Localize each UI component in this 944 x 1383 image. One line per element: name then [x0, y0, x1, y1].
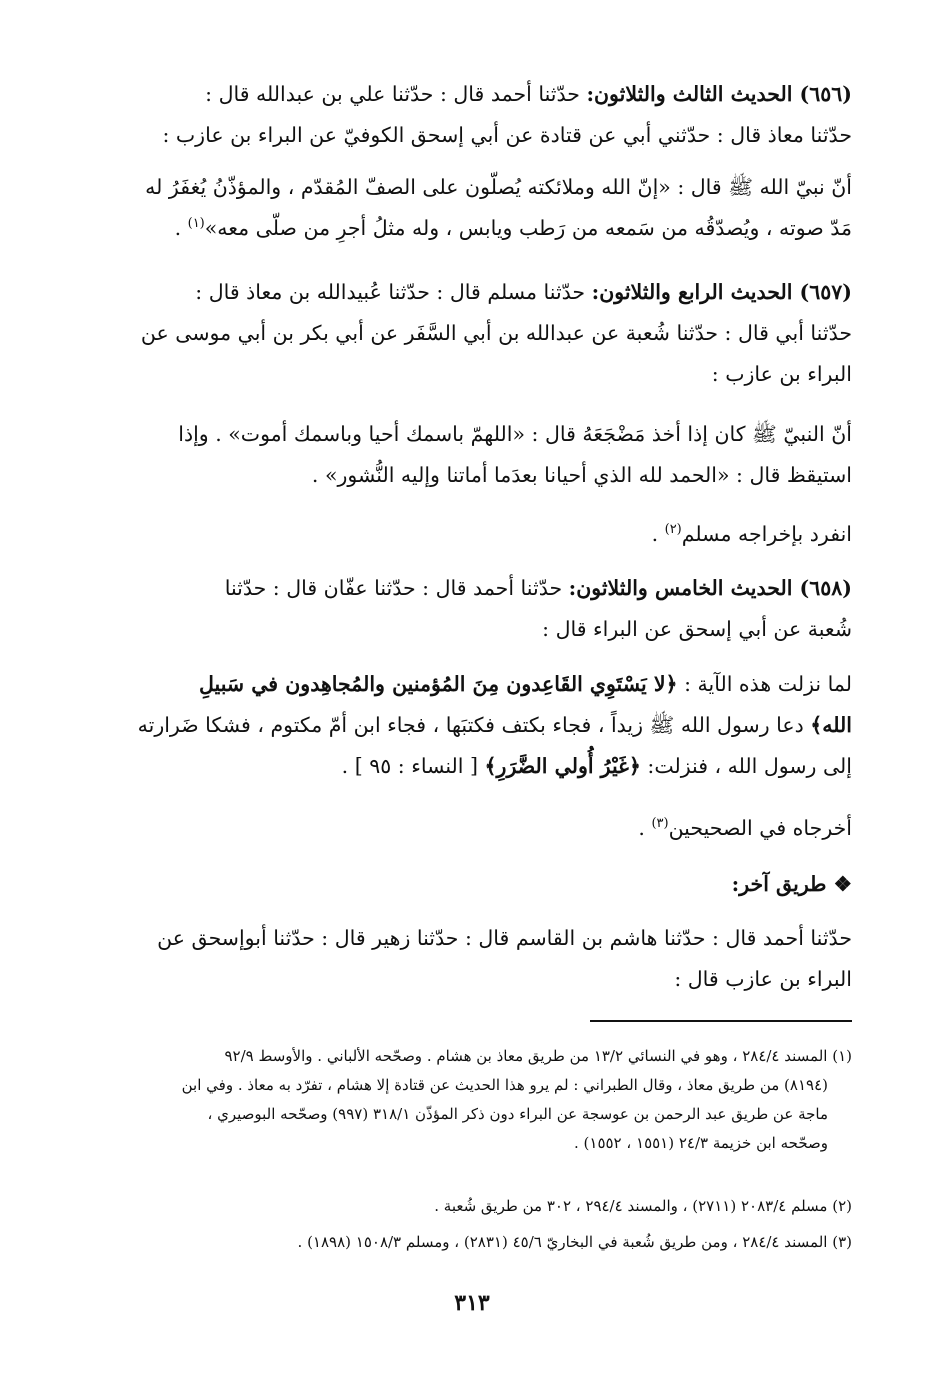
quran-verse-2: ﴿غَيْرُ أُولي الضَّرَرِ﴾ — [484, 754, 641, 778]
hadith-656-matn-line-2: مَدّ صوته ، ويُصدّقُه من سَمعه من رَطب ويابس ، وله مثلُ أجرِ من صلّى معه» — [204, 216, 852, 240]
footnote-1-line: ماجة عن طريق عبد الرحمن بن عوسجة عن البراء دون ذكر المؤذّن ٣١٨/١ (٩٩٧) وصحّحه البوصيري ، — [207, 1105, 828, 1123]
hadith-657-isnad-line-3: البراء بن عازب : — [711, 362, 852, 386]
another-route-isnad — [90, 918, 852, 1000]
footnote-2-line: (٢) مسلم ٢٠٨٣/٤ (٢٧١١) ، والمسند ٢٩٤/٤ ، ٣٠٢ من طريق شُعبة . — [434, 1197, 852, 1215]
hadith-656-matn — [90, 167, 852, 249]
hadith-658-isnad-line-2: شُعبة عن أبي إسحق عن البراء قال : — [542, 617, 852, 641]
hadith-658-isnad-line-1: حدّثنا أحمد قال : حدّثنا عفّان قال : حدّثنا — [224, 576, 569, 600]
hadith-656-matn-line-1: أنّ نبيّ الله ﷺ قال : «إنّ الله وملائكته يُصلّون على الصفّ المُقدّم ، والمؤذّنُ يُغفَرُ له — [145, 175, 852, 199]
hadith-657-matn — [90, 414, 852, 496]
quran-verse-1-end: الله﴾ — [810, 713, 852, 737]
hadith-656-matn-end: . — [174, 216, 188, 240]
hadith-658-isnad — [90, 568, 852, 650]
footnote-1-line: (٨١٩٤) من طريق معاذ ، وقال الطبراني : لم يرو هذا الحديث عن قتادة إلا هشام ، تفرّد به معاذ . وفي ابن — [181, 1076, 828, 1094]
hadith-658-note — [90, 808, 852, 849]
hadith-656-heading: (٦٥٦) الحديث الثالث والثلاثون: — [586, 82, 852, 106]
footnote-3 — [90, 1228, 852, 1257]
hadith-656-isnad — [90, 74, 852, 156]
hadith-658-matn-line-1: لما نزلت هذه الآية : — [677, 672, 852, 696]
hadith-658-note-text: أخرجاه في الصحيحين — [668, 816, 852, 840]
footnote-ref-3[interactable]: (٣) — [651, 816, 669, 832]
footnote-ref-2[interactable]: (٢) — [664, 522, 682, 538]
page-number: ٣١٣ — [454, 1290, 490, 1316]
hadith-657-note-text: انفرد بإخراجه مسلم — [681, 522, 852, 546]
another-route-line-1: حدّثنا أحمد قال : حدّثنا هاشم بن القاسم قال : حدّثنا زهير قال : حدّثنا أبوإسحق عن — [157, 926, 852, 950]
footnote-1-line: (١) المسند ٢٨٤/٤ ، وهو في النسائي ١٣/٢ من طريق معاذ بن هشام . وصحّحه الألباني . والأوسط ٩٢/٩ — [224, 1047, 852, 1065]
hadith-658-matn-line-3: إلى رسول الله ، فنزلت: — [640, 754, 852, 778]
hadith-656-isnad-line-2: حدّثنا معاذ قال : حدّثني أبي عن قتادة عن أبي إسحق الكوفيّ عن البراء بن عازب : — [162, 123, 852, 147]
hadith-657-matn-line-1: أنّ النبيّ ﷺ كان إذا أخذ مَضْجَعَهُ قال : «اللهمّ باسمك أحيا وباسمك أموت» . وإذا — [178, 422, 852, 446]
footnote-1 — [90, 1042, 852, 1158]
another-route-line-2: البراء بن عازب قال : — [674, 967, 852, 991]
hadith-657-matn-line-2: استيقظ قال : «الحمد لله الذي أحيانا بعدَما أماتنا وإليه النُّشور» . — [311, 463, 852, 487]
hadith-656-isnad-line-1: حدّثنا أحمد قال : حدّثنا علي بن عبدالله قال : — [205, 82, 587, 106]
footnote-separator — [590, 1020, 852, 1022]
footnote-3-line: (٣) المسند ٢٨٤/٤ ، ومن طريق شُعبة في البخاريّ ٤٥/٦ (٢٨٣١) ، ومسلم ١٥٠٨/٣ (١٨٩٨) . — [297, 1233, 852, 1251]
hadith-657-note — [90, 514, 852, 555]
hadith-658-matn-line-2: دعا رسول الله ﷺ زيداً ، فجاء بكتف فكتبَها ، فجاء ابن أمّ مكتوم ، فشكا ضَرارته — [137, 713, 811, 737]
hadith-658-matn — [90, 664, 852, 787]
hadith-658-note-end: . — [638, 816, 652, 840]
quran-reference: [ النساء : ٩٥ ] . — [341, 754, 485, 778]
footnote-ref-1[interactable]: (١) — [187, 216, 205, 232]
hadith-657-note-end: . — [651, 522, 665, 546]
hadith-657-isnad-line-2: حدّثنا أبي قال : حدّثنا شُعبة عن عبدالله بن أبي السَّفَر عن أبي بكر بن أبي موسى عن — [140, 321, 852, 345]
footnote-2 — [90, 1192, 852, 1221]
hadith-657-isnad — [90, 272, 852, 395]
hadith-658-heading: (٦٥٨) الحديث الخامس والثلاثون: — [568, 576, 852, 600]
footnote-1-line: وصحّحه ابن خزيمة ٢٤/٣ (١٥٥١ ، ١٥٥٢) . — [574, 1134, 828, 1152]
hadith-657-isnad-line-1: حدّثنا مسلم قال : حدّثنا عُبيدالله بن معاذ قال : — [195, 280, 592, 304]
another-route-heading-block — [90, 864, 852, 905]
quran-verse-1: ﴿لا يَسْتَوِي القَاعِدون مِنَ المُؤمنين والمُجاهِدون في سَبيلِ — [199, 672, 678, 696]
another-route-heading: ❖ طريق آخر: — [731, 872, 852, 896]
hadith-657-heading: (٦٥٧) الحديث الرابع والثلاثون: — [591, 280, 852, 304]
